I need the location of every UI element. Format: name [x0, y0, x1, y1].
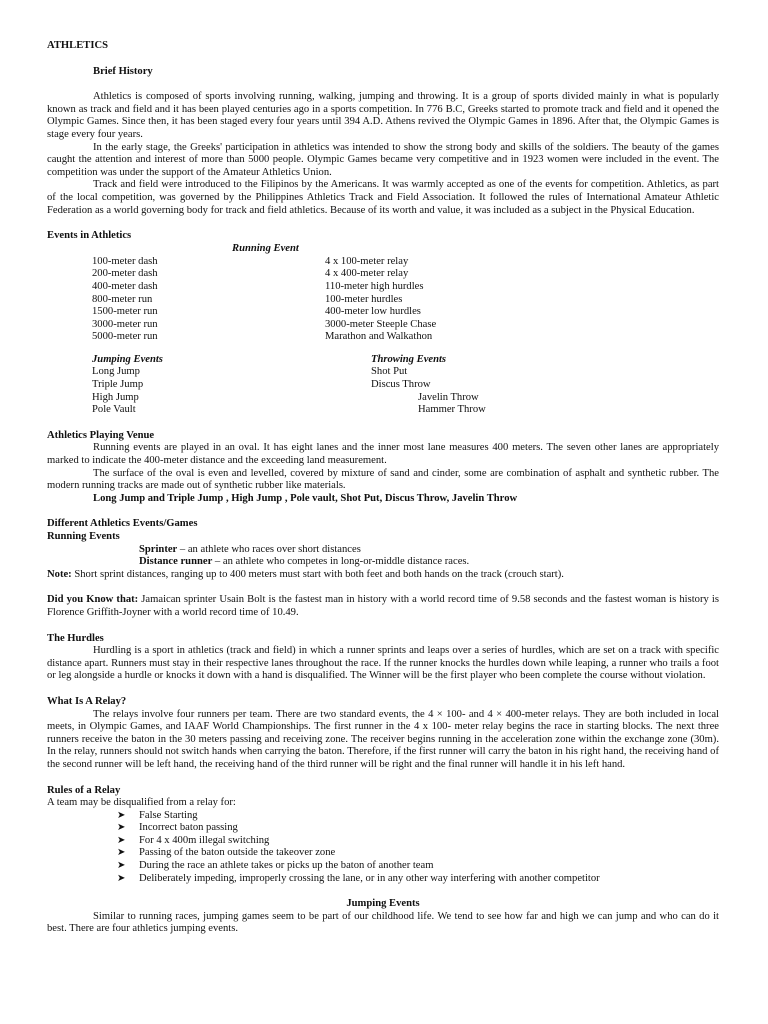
running-event-heading-row — [47, 243, 719, 256]
venue-paragraph-1: Running events are played in an oval. It has eight lanes and the inner most lane measures 400 meters. The seven other lanes are appropriately marked to indicate the 400-meter distance and the exceeding land measurement. — [47, 442, 719, 467]
note-line: Note: Short sprint distances, ranging up to 400 meters must start with both feet and both hands on the track (crouch start). — [47, 568, 564, 580]
jumping-events-heading-bottom: Jumping Events — [346, 898, 420, 910]
relay-heading: What Is A Relay? — [47, 695, 127, 707]
did-you-know-label: Did you Know that: — [47, 594, 139, 606]
arrowhead-bullet-icon: ➤ — [117, 822, 126, 834]
arrowhead-bullet-icon: ➤ — [117, 872, 126, 884]
arrowhead-bullet-icon: ➤ — [117, 860, 126, 872]
relay-paragraph: The relays involve four runners per team. There are two standard events, the 4 × 100- and 4 × 400-meter relays. They are both included in local meets, in Olympic Games, and IAAF World Championships. The first runner in the 4 x 100- meter relay begins the race in starting blocks. The next three runners receive the baton in the 30 meters passing and receiving zone. The receiver begins running in the acceleration zone within the exchange zone (30m). In the relay, runners should not switch hands when carrying the baton. Therefore, if the first runner will carry the baton in his right hand, the receiving hand of the second runner will be left hand, the receiving hand of the third runner will be right and the final runner will handle it in his left hand. — [47, 708, 719, 770]
venue-paragraph-2: The surface of the oval is even and levelled, covered by mixture of sand and cinder, some are combination of asphalt and synthetic rubber. The modern running tracks are made out of synthetic rubber like materials. — [47, 467, 719, 492]
throwing-events-heading: Throwing Events — [371, 353, 447, 365]
list-item: ➤ Incorrect baton passing — [117, 822, 238, 834]
running-events-subheading: Running Events — [47, 531, 120, 542]
distance-runner-definition: Distance runner – an athlete who competes in long-or-middle distance races. — [139, 556, 470, 568]
running-row: 100-meter dash 4 x 100-meter relay — [92, 255, 409, 267]
hurdles-heading: The Hurdles — [47, 632, 104, 644]
running-events-table — [47, 256, 719, 344]
document-page — [47, 40, 719, 936]
sprinter-term: Sprinter — [139, 543, 178, 555]
brief-history-paragraph-1: Athletics is composed of sports involving running, walking, jumping and throwing. It is a group of sports divided mainly in what is popularly known as track and field and it has been played centuries ago in a sports competition. In 776 B.C, Greeks started to promote track and field and it opened the Olympic Games. Since then, it has been staged every four years until 394 A.D. Athens revived the Olympic Games in 1896. After that, the Olympic Games is stage every four years. — [47, 91, 719, 140]
different-events-heading: Different Athletics Events/Games — [47, 518, 198, 530]
list-item: ➤ Deliberately impeding, improperly crossing the lane, or in any other way interfering with another competitor — [117, 872, 600, 884]
distance-runner-term: Distance runner — [139, 556, 213, 568]
sprinter-definition: Sprinter – an athlete who races over short distances — [139, 543, 361, 555]
jumping-events-paragraph: Similar to running races, jumping games seem to be part of our childhood life. We tend to see how far and high we can jump and who can do it best. There are four athletics jumping events. — [47, 910, 719, 935]
jumping-events-heading: Jumping Events — [92, 353, 163, 365]
field-row: High Jump Javelin Throw — [92, 391, 479, 403]
running-row: 800-meter run 100-meter hurdles — [92, 293, 403, 305]
events-heading: Events in Athletics — [47, 230, 132, 242]
list-item: ➤ During the race an athlete takes or picks up the baton of another team — [117, 860, 434, 872]
field-events-heading-row — [47, 354, 719, 367]
document-title: ATHLETICS — [47, 40, 109, 51]
did-you-know: Did you Know that: Jamaican sprinter Usain Bolt is the fastest man in history with a world record time of 9.58 seconds and the fastest woman is history is Florence Griffith-Joyner with a world record time of 10.49. — [47, 594, 719, 618]
list-item: ➤ False Starting — [117, 809, 198, 821]
rules-intro: A team may be disqualified from a relay for: — [47, 797, 236, 809]
arrowhead-bullet-icon: ➤ — [117, 809, 126, 821]
field-row: Triple Jump Discus Throw — [92, 379, 431, 391]
running-row: 1500-meter run 400-meter low hurdles — [92, 306, 421, 318]
rules-heading: Rules of a Relay — [47, 784, 121, 796]
brief-history-heading: Brief History — [93, 65, 153, 77]
field-row: Long Jump Shot Put — [92, 366, 408, 378]
running-row: 3000-meter run 3000-meter Steeple Chase — [92, 318, 437, 330]
note-label: Note: — [47, 568, 72, 580]
rules-list — [117, 810, 719, 886]
list-item: ➤ Passing of the baton outside the takeover zone — [117, 847, 336, 859]
brief-history-paragraph-2: In the early stage, the Greeks' participation in athletics was intended to show the strong body and skills of the soldiers. The beauty of the games caught the attention and interest of more than 5000 people. Olympic Games became very competitive and in 1923 women were included in the event. The competition was under the support of the Amateur Athletics Union. — [47, 141, 719, 178]
field-row: Pole Vault Hammer Throw — [92, 404, 486, 416]
running-row: 400-meter dash 110-meter high hurdles — [92, 280, 424, 292]
running-row: 5000-meter run Marathon and Walkathon — [92, 331, 433, 343]
arrowhead-bullet-icon: ➤ — [117, 834, 126, 846]
venue-events-line: Long Jump and Triple Jump , High Jump , Pole vault, Shot Put, Discus Throw, Javelin Throw — [93, 492, 518, 504]
arrowhead-bullet-icon: ➤ — [117, 847, 126, 859]
brief-history-paragraph-3: Track and field were introduced to the Filipinos by the Americans. It was warmly accepted as one of the events for competition. Athletics, as part of the local competition, was governed by the Philippines Athletics Track and Field Association. It followed the rules of International Amateur Athletic Federation as a world governing body for track and field athletics. Because of its worth and value, it was included as a subject in the Physical Education. — [47, 179, 719, 216]
running-row: 200-meter dash 4 x 400-meter relay — [92, 268, 409, 280]
hurdles-paragraph: Hurdling is a sport in athletics (track and field) in which a runner sprints and leaps over a series of hurdles, which are set on a track with specific distance apart. Runners must stay in their respective lanes throughout the race. If the runner knocks the hurdles down while leaping, a runner who trails a foot or leg alongside a hurdle or knocks it down with a hand is disqualified. The Winner will be the first player who been complete the course without violation. — [47, 645, 719, 682]
list-item: ➤ For 4 x 400m illegal switching — [117, 834, 270, 846]
running-event-heading: Running Event — [232, 242, 299, 254]
venue-heading: Athletics Playing Venue — [47, 429, 155, 441]
